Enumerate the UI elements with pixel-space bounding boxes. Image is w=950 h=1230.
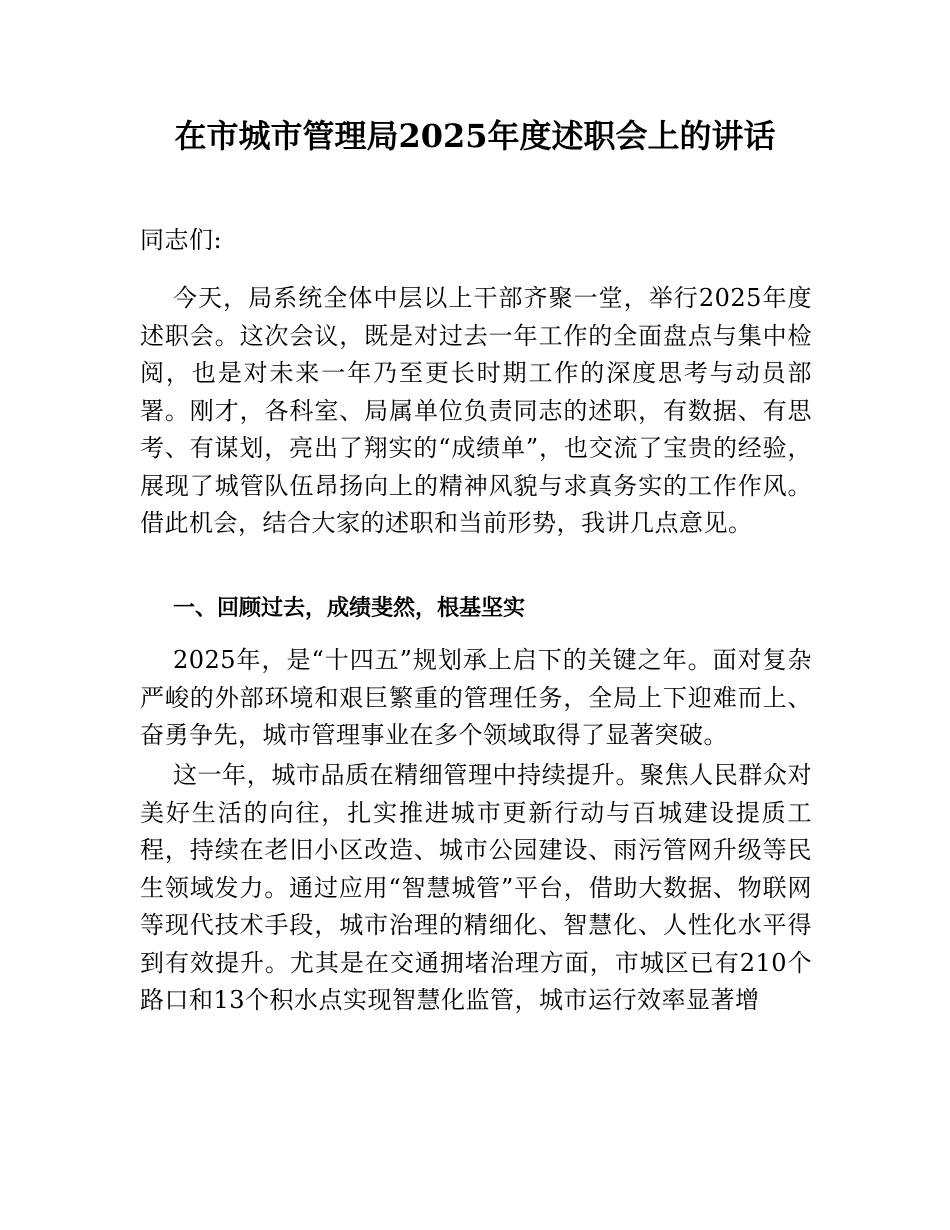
salutation: 同志们: (140, 226, 223, 254)
section-heading: 一、回顾过去，成绩斐然，根基坚实 (173, 596, 526, 621)
section-paragraph-1: 2025年，是“十四五”规划承上启下的关键之年。面对复杂严峻的外部环境和艰巨繁重的管理任务，全局上下迎难而上、奋勇争先，城市管理事业在多个领域取得了显著突破。 (140, 646, 812, 749)
section-paragraph-2: 这一年，城市品质在精细管理中持续提升。聚焦人民群众对美好生活的向往，扎实推进城市更新行动与百城建设提质工程，持续在老旧小区改造、城市公园建设、雨污管网升级等民生领域发力。通过应用“智慧城管”平台，借助大数据、物联网等现代技术手段，城市治理的精细化、智慧化、人性化水平得到有效提升。尤其是在交通拥堵治理方面，市城区已有210个路口和13个积水点实现智慧化监管，城市运行效率显著增 (140, 761, 812, 1014)
document-title: 在市城市管理局2025年度述职会上的讲话 (174, 117, 776, 155)
opening-paragraph: 今天，局系统全体中层以上干部齐聚一堂，举行2025年度述职会。这次会议，既是对过去一年工作的全面盘点与集中检阅，也是对未来一年乃至更长时期工作的深度思考与动员部署。刚才，各科室、局属单位负责同志的述职，有数据、有思考、有谋划，亮出了翔实的“成绩单”，也交流了宝贵的经验，展现了城管队伍昂扬向上的精神风貌与求真务实的工作作风。借此机会，结合大家的述职和当前形势，我讲几点意见。 (140, 284, 812, 537)
